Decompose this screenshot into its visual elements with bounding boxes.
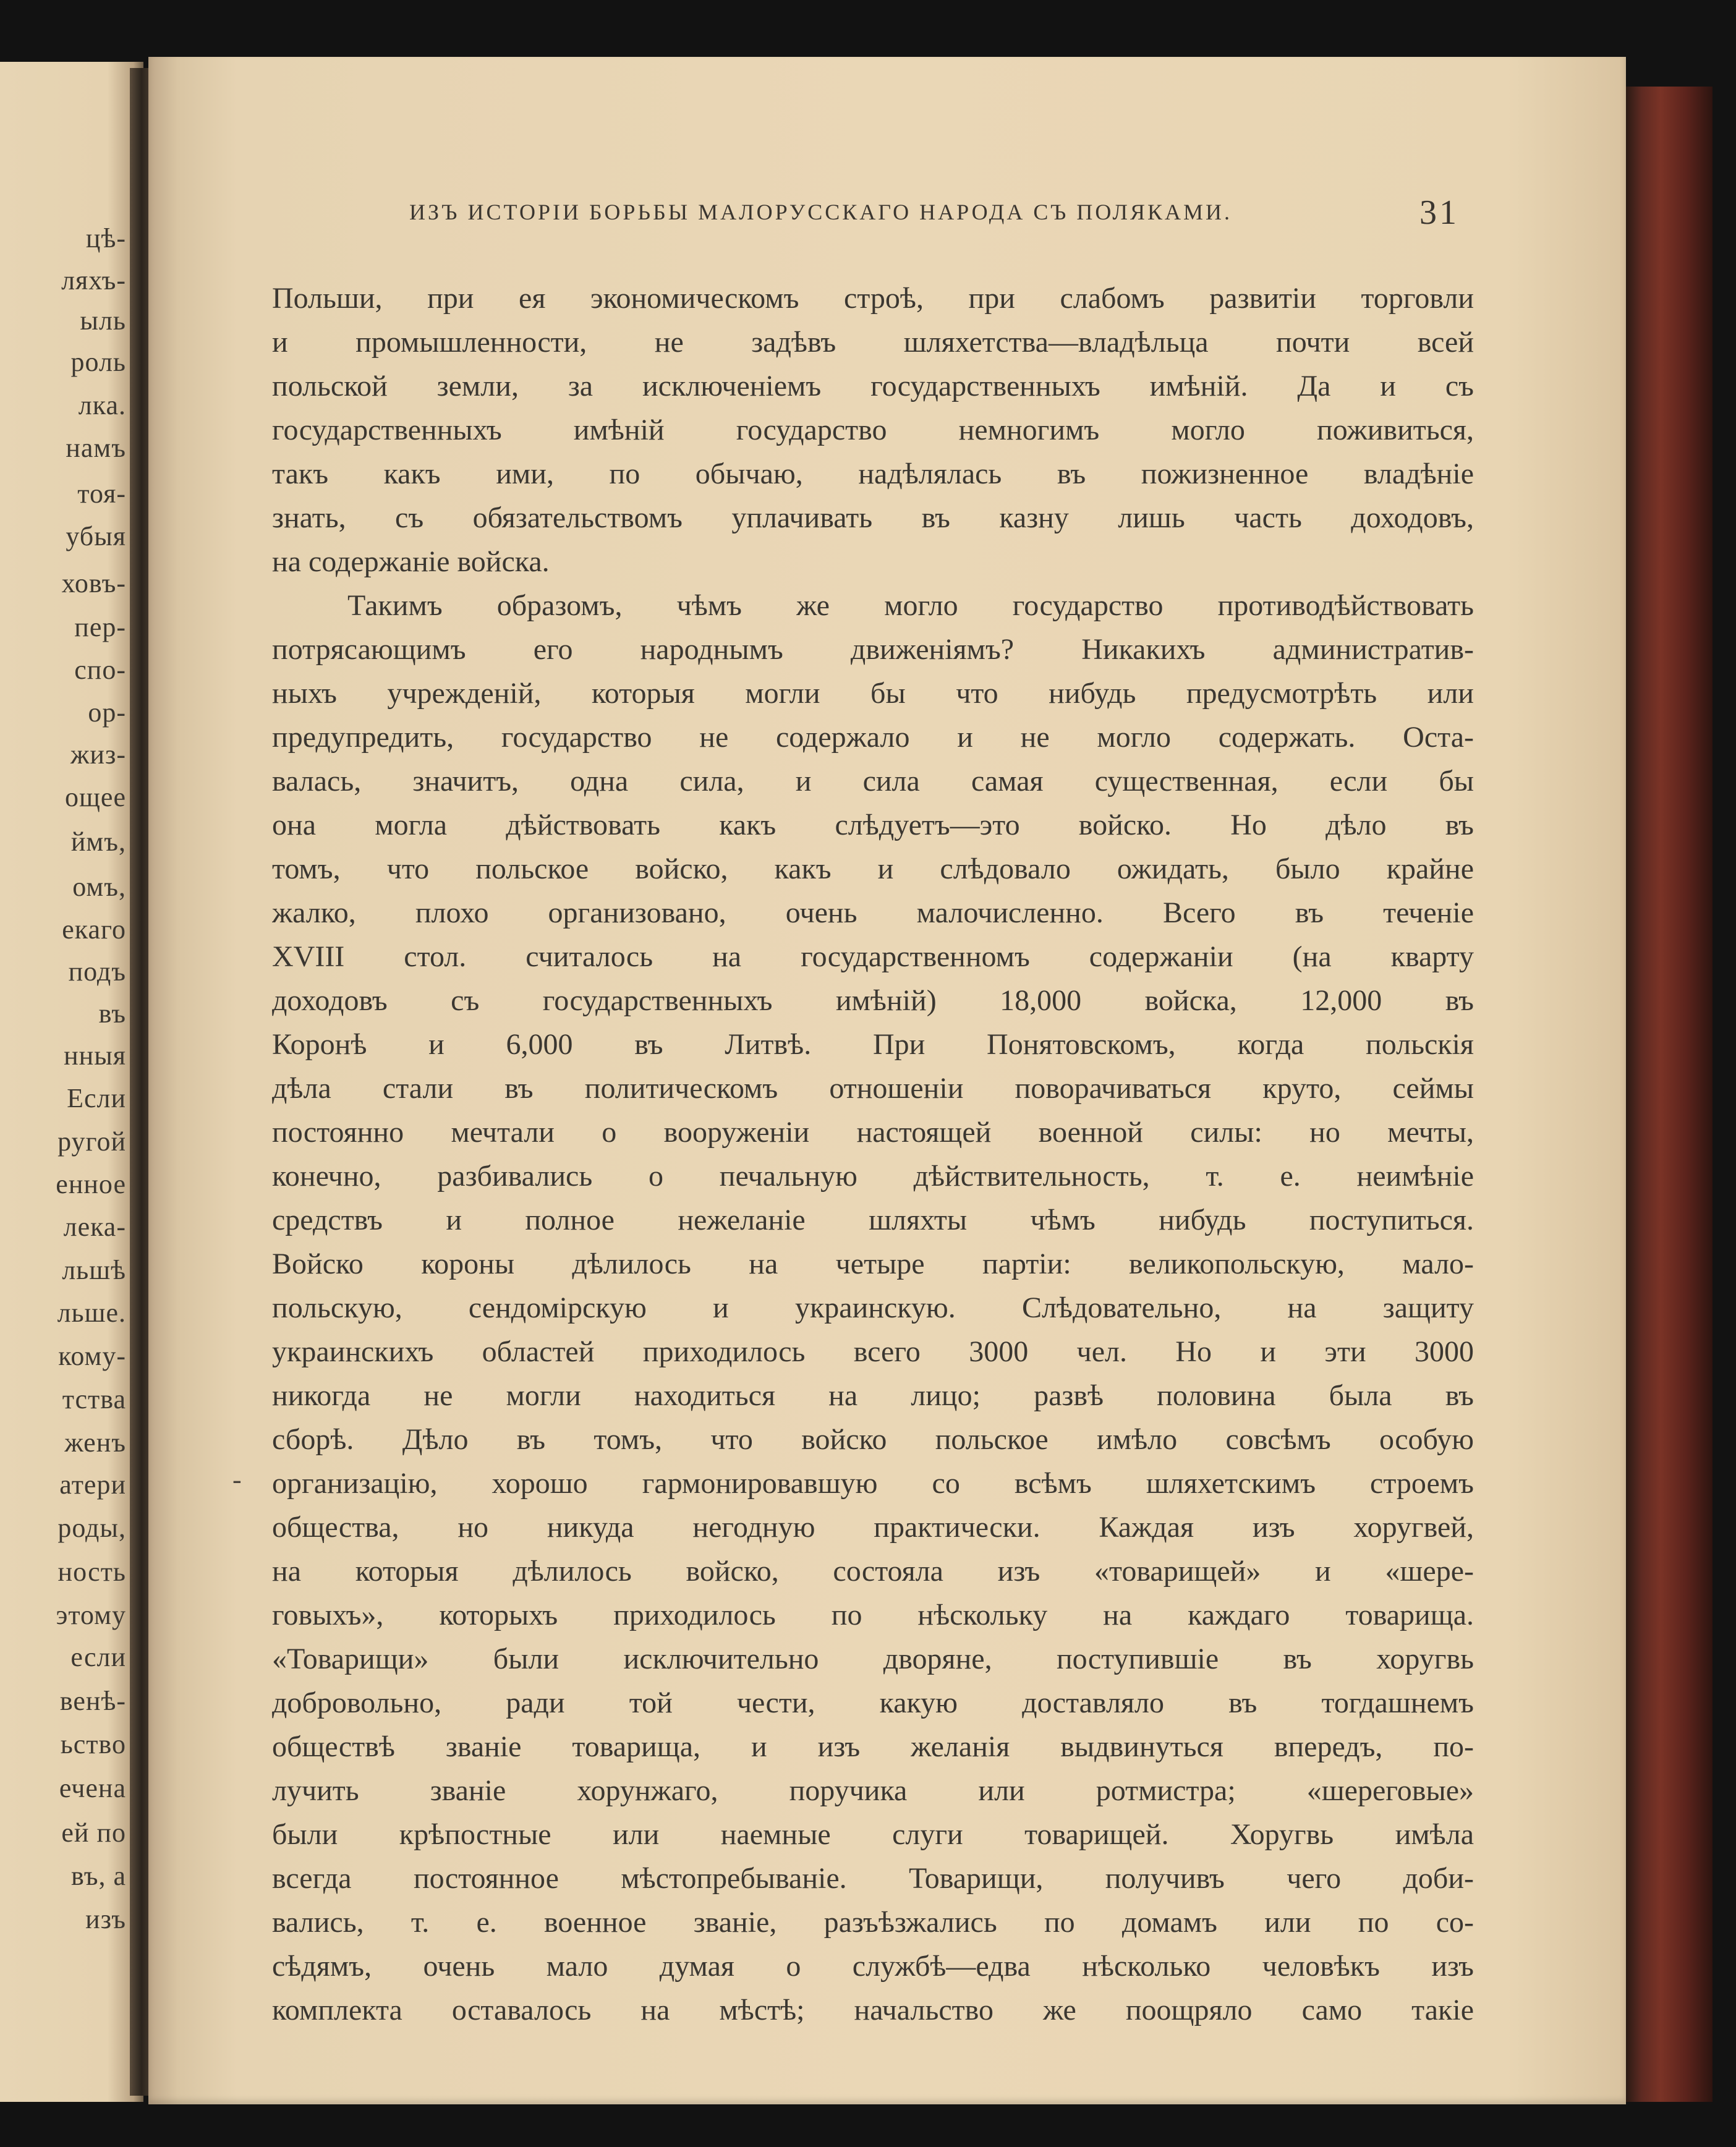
- body-text: [272, 276, 1474, 2032]
- text-line: обществѣ званіе товарища, и изъ желанія выдвинуться впередъ, по-: [272, 1730, 1474, 1763]
- left-page-line: ощее: [65, 782, 126, 812]
- left-page-line: атери: [59, 1469, 126, 1500]
- left-page-line: въ: [98, 998, 126, 1029]
- text-line: постоянно мечтали о вооруженіи настоящей военной силы: но мечты,: [272, 1116, 1474, 1149]
- left-page-line: льшѣ: [62, 1255, 126, 1285]
- text-line: знать, съ обязательствомъ уплачивать въ казну лишь часть доходовъ,: [272, 501, 1474, 534]
- text-line: валась, значитъ, одна сила, и сила самая существенная, если бы: [272, 765, 1474, 797]
- left-page-line: цѣ-: [85, 223, 126, 253]
- left-page-line: льше.: [57, 1298, 126, 1328]
- text-line: на которыя дѣлилось войско, состояла изъ «товарищей» и «шере-: [272, 1555, 1474, 1588]
- text-line: всегда постоянное мѣстопребываніе. Товарищи, получивъ чего доби-: [272, 1862, 1474, 1895]
- text-line: вались, т. е. военное званіе, разъѣзжались по домамъ или по со-: [272, 1906, 1474, 1939]
- left-page-line: тства: [62, 1384, 126, 1414]
- text-line: и промышленности, не задѣвъ шляхетства—владѣльца почти всей: [272, 326, 1474, 359]
- text-line: дѣла стали въ политическомъ отношеніи поворачиваться круто, сеймы: [272, 1072, 1474, 1105]
- left-page-line: пер-: [74, 612, 126, 642]
- left-page-line: тоя-: [77, 478, 126, 509]
- left-page-line: омъ,: [72, 872, 126, 902]
- left-page-line: если: [70, 1642, 126, 1672]
- text-line: «Товарищи» были исключительно дворяне, поступившіе въ хоругвь: [272, 1643, 1474, 1675]
- left-page-line: женъ: [64, 1427, 126, 1458]
- left-page-line: екаго: [62, 914, 126, 945]
- text-line: польской земли, за исключеніемъ государственныхъ имѣній. Да и съ: [272, 370, 1474, 402]
- text-line: Войско короны дѣлилось на четыре партіи: великопольскую, мало-: [272, 1248, 1474, 1280]
- left-page-line: убыя: [66, 521, 126, 551]
- left-page-line: ьство: [60, 1729, 126, 1759]
- left-page-line: Если: [67, 1083, 126, 1113]
- text-line: она могла дѣйствовать какъ слѣдуетъ—это войско. Но дѣло въ: [272, 809, 1474, 841]
- left-page-line: ыль: [80, 305, 126, 336]
- left-page-line: ругой: [57, 1126, 126, 1157]
- text-line: жалко, плохо организовано, очень малочисленно. Всего въ теченіе: [272, 896, 1474, 929]
- text-line: томъ, что польское войско, какъ и слѣдовало ожидать, было крайне: [272, 852, 1474, 885]
- left-page-line: подъ: [68, 956, 126, 987]
- left-page-line: ймъ,: [70, 827, 126, 857]
- text-line: организацію, хорошо гармонировавшую со всѣмъ шляхетскимъ строемъ: [272, 1467, 1474, 1500]
- left-page-line: ечена: [59, 1773, 126, 1803]
- left-page-line: роль: [70, 347, 126, 377]
- left-page-line: спо-: [74, 655, 126, 685]
- text-line: такъ какъ ими, по обычаю, надѣлялась въ пожизненное владѣніе: [272, 457, 1474, 490]
- margin-mark: -: [232, 1465, 242, 1495]
- left-page-line: ор-: [88, 697, 126, 728]
- text-line: конечно, разбивались о печальную дѣйствительность, т. е. неимѣніе: [272, 1160, 1474, 1193]
- left-page-line: ей по: [61, 1818, 126, 1848]
- book-cover-edge: [1626, 87, 1713, 2102]
- text-line: польскую, сендомірскую и украинскую. Слѣдовательно, на защиту: [272, 1291, 1474, 1324]
- page-number: 31: [1419, 193, 1459, 232]
- left-page-line: енное: [56, 1169, 126, 1199]
- text-line: XVIII стол. считалось на государственномъ содержаніи (на кварту: [272, 940, 1474, 973]
- text-line: Коронѣ и 6,000 въ Литвѣ. При Понятовскомъ, когда польскія: [272, 1028, 1474, 1061]
- text-line: общества, но никуда негодную практически. Каждая изъ хоругвей,: [272, 1511, 1474, 1544]
- left-page-line: этому: [56, 1600, 126, 1630]
- left-page-line: лека-: [63, 1212, 126, 1242]
- text-line: на содержаніе войска.: [272, 545, 550, 578]
- text-line: комплекта оставалось на мѣстѣ; начальство же поощряло само такіе: [272, 1994, 1474, 2026]
- left-page: [0, 62, 143, 2102]
- text-line: лучить званіе хорунжаго, поручика или ротмистра; «шереговые»: [272, 1774, 1474, 1807]
- left-page-line: венѣ-: [59, 1686, 126, 1716]
- left-page-line: ность: [57, 1557, 126, 1587]
- left-page-line: намъ: [66, 433, 126, 463]
- text-line: Такимъ образомъ, чѣмъ же могло государство противодѣйствовать: [347, 589, 1474, 622]
- left-page-line: лка.: [78, 390, 126, 420]
- left-page-line: ховъ-: [61, 568, 126, 598]
- text-line: предупредить, государство не содержало и не могло содержать. Оста-: [272, 721, 1474, 754]
- running-head: ИЗЪ ИСТОРІИ БОРЬБЫ МАЛОРУССКАГО НАРОДА СЪ ПОЛЯКАМИ.: [409, 200, 1232, 224]
- text-line: сборѣ. Дѣло въ томъ, что войско польское имѣло совсѣмъ особую: [272, 1423, 1474, 1456]
- left-page-line: кому-: [58, 1341, 126, 1371]
- text-line: никогда не могли находиться на лицо; развѣ половина была въ: [272, 1379, 1474, 1412]
- text-line: добровольно, ради той чести, какую доставляло въ тогдашнемъ: [272, 1686, 1474, 1719]
- left-page-line: нныя: [64, 1040, 126, 1071]
- text-line: средствъ и полное нежеланіе шляхты чѣмъ нибудь поступиться.: [272, 1204, 1474, 1236]
- left-page-line: роды,: [57, 1513, 126, 1543]
- text-line: ныхъ учрежденій, которыя могли бы что нибудь предусмотрѣть или: [272, 677, 1474, 710]
- left-page-line: жиз-: [70, 739, 126, 770]
- text-line: Польши, при ея экономическомъ строѣ, при слабомъ развитіи торговли: [272, 282, 1474, 315]
- left-page-line: изъ: [85, 1904, 126, 1934]
- left-page-line: ляхъ-: [61, 265, 126, 295]
- text-line: говыхъ», которыхъ приходилось по нѣскольку на каждаго товарища.: [272, 1599, 1474, 1631]
- text-line: доходовъ съ государственныхъ имѣній) 18,000 войска, 12,000 въ: [272, 984, 1474, 1017]
- text-line: потрясающимъ его народнымъ движеніямъ? Никакихъ административ-: [272, 633, 1474, 666]
- text-line: украинскихъ областей приходилось всего 3000 чел. Но и эти 3000: [272, 1335, 1474, 1368]
- text-line: сѣдямъ, очень мало думая о службѣ—едва нѣсколько человѣкъ изъ: [272, 1950, 1474, 1983]
- left-page-line: въ, а: [71, 1861, 126, 1891]
- text-line: были крѣпостные или наемные слуги товарищей. Хоругвь имѣла: [272, 1818, 1474, 1851]
- text-line: государственныхъ имѣній государство немногимъ могло поживиться,: [272, 414, 1474, 446]
